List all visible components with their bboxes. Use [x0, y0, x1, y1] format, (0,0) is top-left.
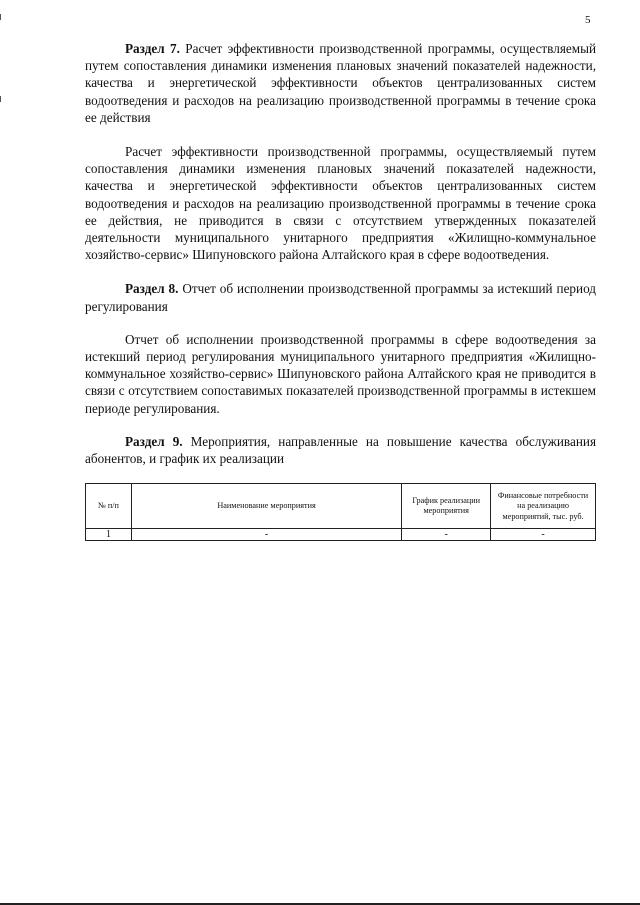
section7-body: Расчет эффективности производственной программы, осуществляемый путем сопоставления динамики изменения плановых значений показателей надежности, качества и энергетической эффективности объектов централизованных систем водоотведения и расходов на реализацию производственной программы в течение срока ее действия, не приводится в связи с отсутствием утвержденных показателей деятельности муниципального унитарного предприятия «Жилищно-коммунальное хозяйство-сервис» Шипуновского района Алтайского края в сфере водоотведения.	[85, 144, 596, 263]
section7-label: Раздел 7.	[125, 41, 180, 56]
section8-body: Отчет об исполнении производственной программы в сфере водоотведения за истекший период регулирования муниципального унитарного предприятия «Жилищно-коммунальное хозяйство-сервис» Шипуновского района Алтайского края не приводится в связи с отсутствием сопоставимых показателей производственной программы в истекшем периоде регулирования.	[85, 331, 596, 416]
section8-heading	[85, 280, 596, 314]
column-header-financial-needs: Финансовые потребности на реализацию мероприятий, тыс. руб.	[491, 484, 596, 529]
activities-table	[85, 483, 596, 541]
section7-heading	[85, 40, 596, 126]
section8-title: Отчет об исполнении производственной программы за истекший период регулирования	[85, 281, 597, 314]
section9-label: Раздел 9.	[125, 433, 183, 449]
section9-title: Мероприятия, направленные на повышение качества обслуживания абонентов, и график их реализации	[85, 433, 597, 467]
document-body	[85, 40, 596, 541]
table-cell-activity-name: -	[131, 529, 401, 541]
section9-heading	[85, 433, 596, 467]
table-row	[86, 529, 596, 541]
column-header-activity-name: Наименование мероприятия	[131, 484, 401, 529]
table-cell-number: 1	[86, 529, 132, 541]
page-number: 5	[585, 14, 591, 26]
section7-title: Расчет эффективности производственной программы, осуществляемый путем сопоставления динамики изменения плановых значений показателей надежности, качества и энергетической эффективности объектов централизованных систем водоотведения и расходов на реализацию производственной программы в течение срока ее действия	[85, 41, 596, 125]
table-cell-schedule: -	[402, 529, 491, 541]
scan-edge-mark	[0, 14, 1, 20]
column-header-schedule: График реализации мероприятия	[402, 484, 491, 529]
table-header-row	[86, 484, 596, 529]
column-header-number: № п/п	[86, 484, 132, 529]
table-cell-financial-needs: -	[491, 529, 596, 541]
scan-edge-mark	[0, 96, 1, 102]
section8-label: Раздел 8.	[125, 281, 179, 297]
